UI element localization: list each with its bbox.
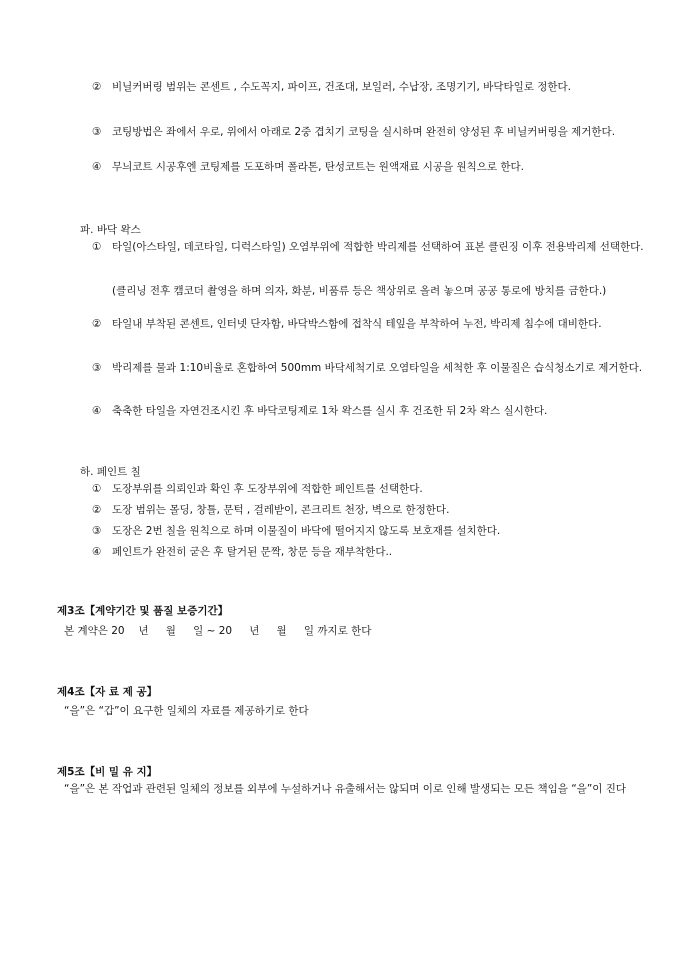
item-number: ② bbox=[92, 318, 102, 330]
section-heading-floor-wax: 파. 바닥 왁스 bbox=[80, 224, 141, 236]
item-text: 도장은 2번 칠을 원칙으로 하며 이물질이 바닥에 떨어지지 않도록 보호재를 설치한다. bbox=[112, 525, 501, 537]
item-number: ④ bbox=[92, 405, 102, 417]
item-number: ① bbox=[92, 241, 102, 253]
article-body-confidentiality: “을”은 본 작업과 관련된 일체의 정보를 외부에 누설하거나 유출해서는 않되며 이로 인해 발생되는 모든 책임을 “을”이 진다 bbox=[64, 783, 627, 795]
item-text: 무늬코트 시공후엔 코팅제를 도포하며 폴라톤, 탄성코트는 원액재료 시공을 원칙으로 한다. bbox=[112, 161, 525, 173]
item-number: ② bbox=[92, 504, 102, 516]
item-text: 타일내 부착된 콘센트, 인터넷 단자함, 바닥박스함에 접착식 테잎을 부착하여 누전, 박리제 침수에 대비한다. bbox=[112, 318, 602, 330]
item-number: ④ bbox=[92, 546, 102, 558]
item-text: 도장부위를 의뢰인과 확인 후 도장부위에 적합한 페인트를 선택한다. bbox=[112, 483, 423, 495]
item-text: 도장 범위는 몰딩, 창틀, 문턱 , 걸레받이, 콘크리트 천장, 벽으로 한정한다. bbox=[112, 504, 450, 516]
article-title-contract-period: 제3조【계약기간 및 품질 보증기간】 bbox=[57, 605, 229, 617]
item-text: 타일(아스타일, 데코타일, 디럭스타일) 오염부위에 적합한 박리제를 선택하여 표본 클린징 이후 전용박리제 선택한다. bbox=[112, 241, 644, 253]
section-heading-paint: 하. 페인트 칠 bbox=[80, 466, 141, 478]
item-number: ② bbox=[92, 81, 102, 93]
item-text: 비닐커버링 범위는 콘센트 , 수도꼭지, 파이프, 건조대, 보일러, 수납장, 조명기기, 바닥타일로 정한다. bbox=[112, 81, 571, 93]
item-number: ① bbox=[92, 483, 102, 495]
item-text: 박리제를 물과 1:10비율로 혼합하여 500mm 바닥세척기로 오염타일을 세척한 후 이물질은 습식청소기로 제거한다. bbox=[112, 362, 643, 374]
article-body-data-provision: “을”은 “갑”이 요구한 일체의 자료를 제공하기로 한다 bbox=[64, 705, 309, 717]
item-text: 코팅방법은 좌에서 우로, 위에서 아래로 2중 겹치기 코팅을 실시하며 완전히 양성된 후 비닐커버링을 제거한다. bbox=[112, 126, 616, 138]
article-title-confidentiality: 제5조【비 밀 유 지】 bbox=[57, 766, 158, 778]
item-text: 축축한 타일을 자연건조시킨 후 바닥코팅제로 1차 왁스를 실시 후 건조한 뒤 2차 왁스 실시한다. bbox=[112, 405, 548, 417]
article-title-data-provision: 제4조【자 료 제 공】 bbox=[57, 686, 158, 698]
item-text: 페인트가 완전히 굳은 후 탈거된 문짝, 창문 등을 재부착한다.. bbox=[112, 546, 393, 558]
section-note: (클리닝 전후 캠코더 촬영을 하며 의자, 화분, 비품류 등은 책상위로 올려 놓으며 공공 통로에 방치를 금한다.) bbox=[112, 285, 607, 297]
item-number: ④ bbox=[92, 161, 102, 173]
item-number: ③ bbox=[92, 525, 102, 537]
item-number: ③ bbox=[92, 362, 102, 374]
article-body-contract-period: 본 계약은 20 년 월 일 ~ 20 년 월 일 까지로 한다 bbox=[64, 625, 372, 637]
item-number: ③ bbox=[92, 126, 102, 138]
